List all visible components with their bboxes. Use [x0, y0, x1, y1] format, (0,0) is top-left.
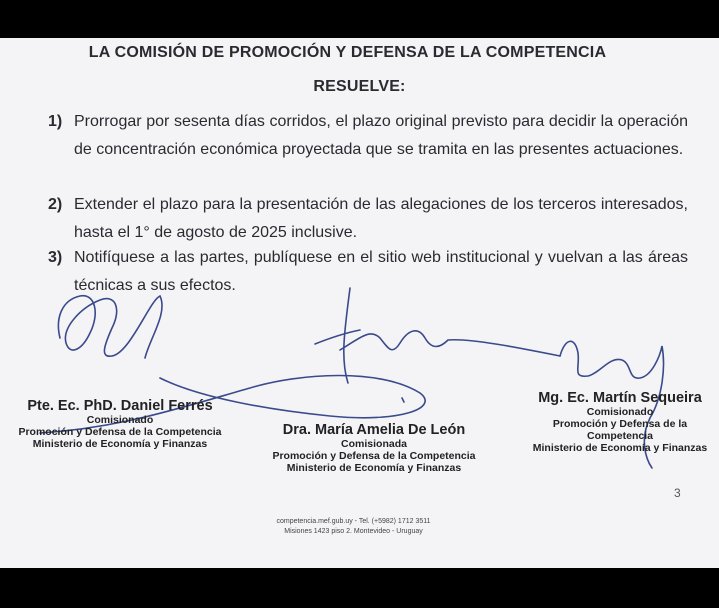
item-number: 1): [48, 113, 63, 130]
footer-contact: competencia.mef.gub.uy - Tel. (+5982) 1712 3511: [276, 518, 431, 525]
item-text: Notifíquese a las partes, publíquese en el sitio web institucional y vuelvan a las áreas técnicas a sus efectos.: [74, 249, 688, 294]
signatory-role: Comisionado: [586, 406, 654, 418]
signature-block-sequeira: [520, 390, 719, 454]
signatory-role: Comisionada: [341, 438, 407, 450]
item-number: 3): [48, 249, 63, 266]
signature-block-de-leon: [268, 422, 480, 474]
document-page: [0, 38, 719, 568]
document-title: LA COMISIÓN DE PROMOCIÓN Y DEFENSA DE LA COMPETENCIA: [88, 44, 607, 61]
signatory-ministry: Ministerio de Economía y Finanzas: [286, 462, 462, 474]
resolution-item-2: [48, 191, 688, 247]
signatory-ministry: Ministerio de Economía y Finanzas: [532, 442, 708, 454]
signature-block-ferres: [5, 398, 235, 450]
resolution-item-1: [48, 108, 688, 164]
signatory-ministry: Ministerio de Economía y Finanzas: [32, 438, 208, 450]
item-text: Extender el plazo para la presentación de las alegaciones de los terceros interesados, hasta el 1° de agosto de 2025 inclusive.: [74, 196, 688, 241]
item-number: 2): [48, 196, 63, 213]
signature-de-leon: [315, 288, 560, 402]
signatory-name: Pte. Ec. PhD. Daniel Ferrés: [27, 398, 213, 414]
signatory-org: Promoción y Defensa de la Competencia: [272, 450, 476, 462]
resolution-item-3: [48, 244, 688, 300]
resolve-heading: RESUELVE:: [313, 78, 406, 95]
signatory-name: Mg. Ec. Martín Sequeira: [538, 390, 702, 406]
footer-address: Misiones 1423 piso 2. Montevideo - Uruguay: [284, 528, 423, 535]
signatory-org: Promoción y Defensa de la Competencia: [18, 426, 222, 438]
signatory-org: Promoción y Defensa de la Competencia: [552, 418, 688, 442]
item-text: Prorrogar por sesenta días corridos, el plazo original previsto para decidir la operación de concentración económica proyectada que se tramita en las presentes actuaciones.: [74, 113, 688, 158]
page-number: 3: [674, 486, 681, 500]
signatory-name: Dra. María Amelia De León: [282, 422, 466, 438]
signatory-role: Comisionado: [86, 414, 154, 426]
